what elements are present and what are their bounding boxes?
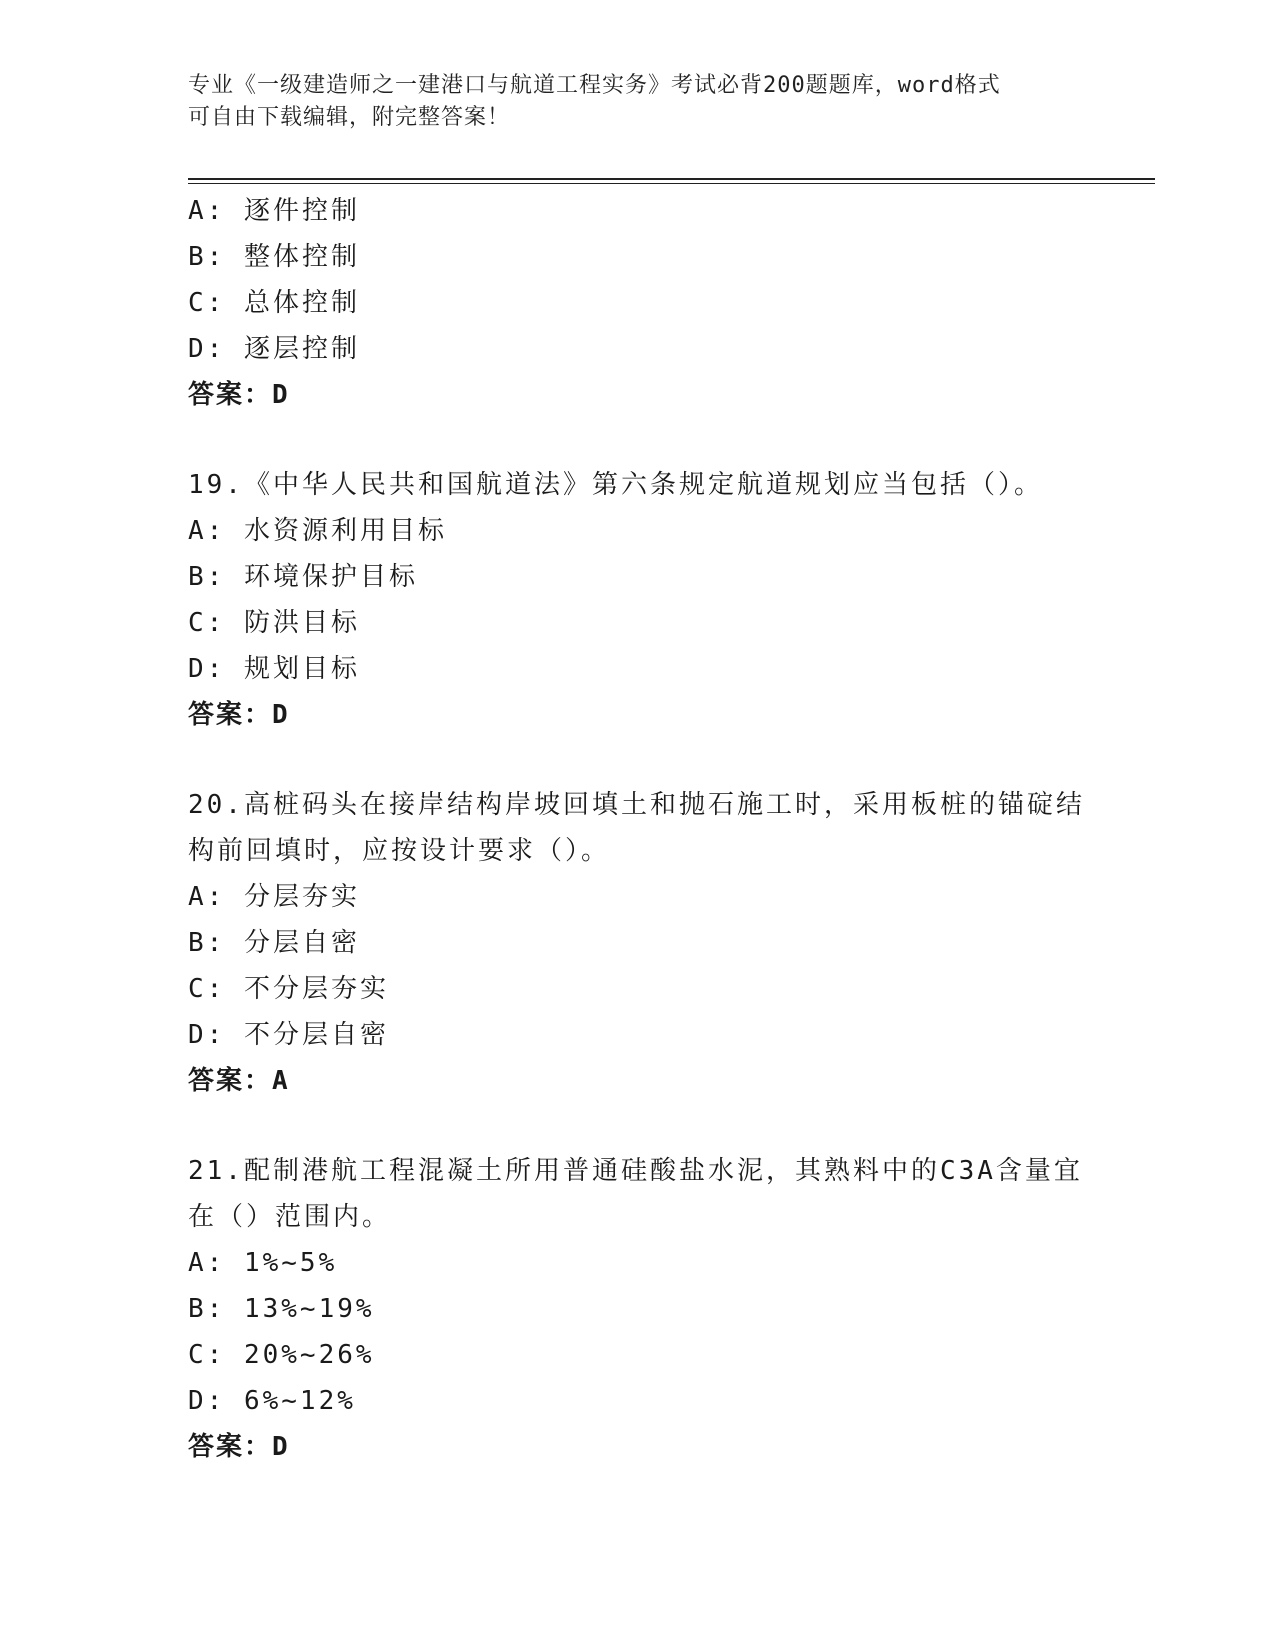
option-c: C: 20%~26% — [188, 1340, 375, 1370]
header-rule-thick — [188, 178, 1155, 180]
option-b: B: 环境保护目标 — [188, 562, 418, 592]
header-line-2: 可自由下载编辑，附完整答案！ — [188, 105, 511, 130]
option-b: B: 13%~19% — [188, 1294, 375, 1324]
option-d: D: 不分层自密 — [188, 1020, 389, 1050]
option-a: A: 1%~5% — [188, 1248, 338, 1278]
option-d: D: 逐层控制 — [188, 334, 360, 364]
option-c: C: 总体控制 — [188, 288, 360, 318]
question-stem-line-2: 在（）范围内。 — [188, 1202, 392, 1232]
option-d: D: 6%~12% — [188, 1386, 356, 1416]
option-d: D: 规划目标 — [188, 654, 360, 684]
question-18 — [188, 188, 1088, 418]
question-stem-line-2: 构前回填时，应按设计要求（）。 — [188, 836, 611, 866]
document-header — [188, 70, 1088, 134]
option-c: C: 不分层夯实 — [188, 974, 389, 1004]
option-a: A: 逐件控制 — [188, 196, 360, 226]
question-stem-line-1: 21.配制港航工程混凝土所用普通硅酸盐水泥，其熟料中的C3A含量宜 — [188, 1156, 1083, 1186]
header-line-1: 专业《一级建造师之一建港口与航道工程实务》考试必背200题题库，word格式 — [188, 73, 1001, 98]
question-19 — [188, 462, 1088, 738]
answer: 答案：D — [188, 380, 290, 410]
question-stem-line-1: 20.高桩码头在接岸结构岸坡回填土和抛石施工时，采用板桩的锚碇结 — [188, 790, 1085, 820]
question-list — [188, 188, 1088, 1470]
option-a: A: 分层夯实 — [188, 882, 360, 912]
option-b: B: 整体控制 — [188, 242, 360, 272]
option-b: B: 分层自密 — [188, 928, 360, 958]
question-20 — [188, 782, 1088, 1104]
answer: 答案：D — [188, 700, 290, 730]
option-c: C: 防洪目标 — [188, 608, 360, 638]
header-rule-thin — [188, 183, 1155, 184]
answer: 答案：D — [188, 1432, 290, 1462]
option-a: A: 水资源利用目标 — [188, 516, 447, 546]
answer: 答案：A — [188, 1066, 290, 1096]
question-stem: 19.《中华人民共和国航道法》第六条规定航道规划应当包括（）。 — [188, 470, 1043, 500]
question-21 — [188, 1148, 1088, 1470]
